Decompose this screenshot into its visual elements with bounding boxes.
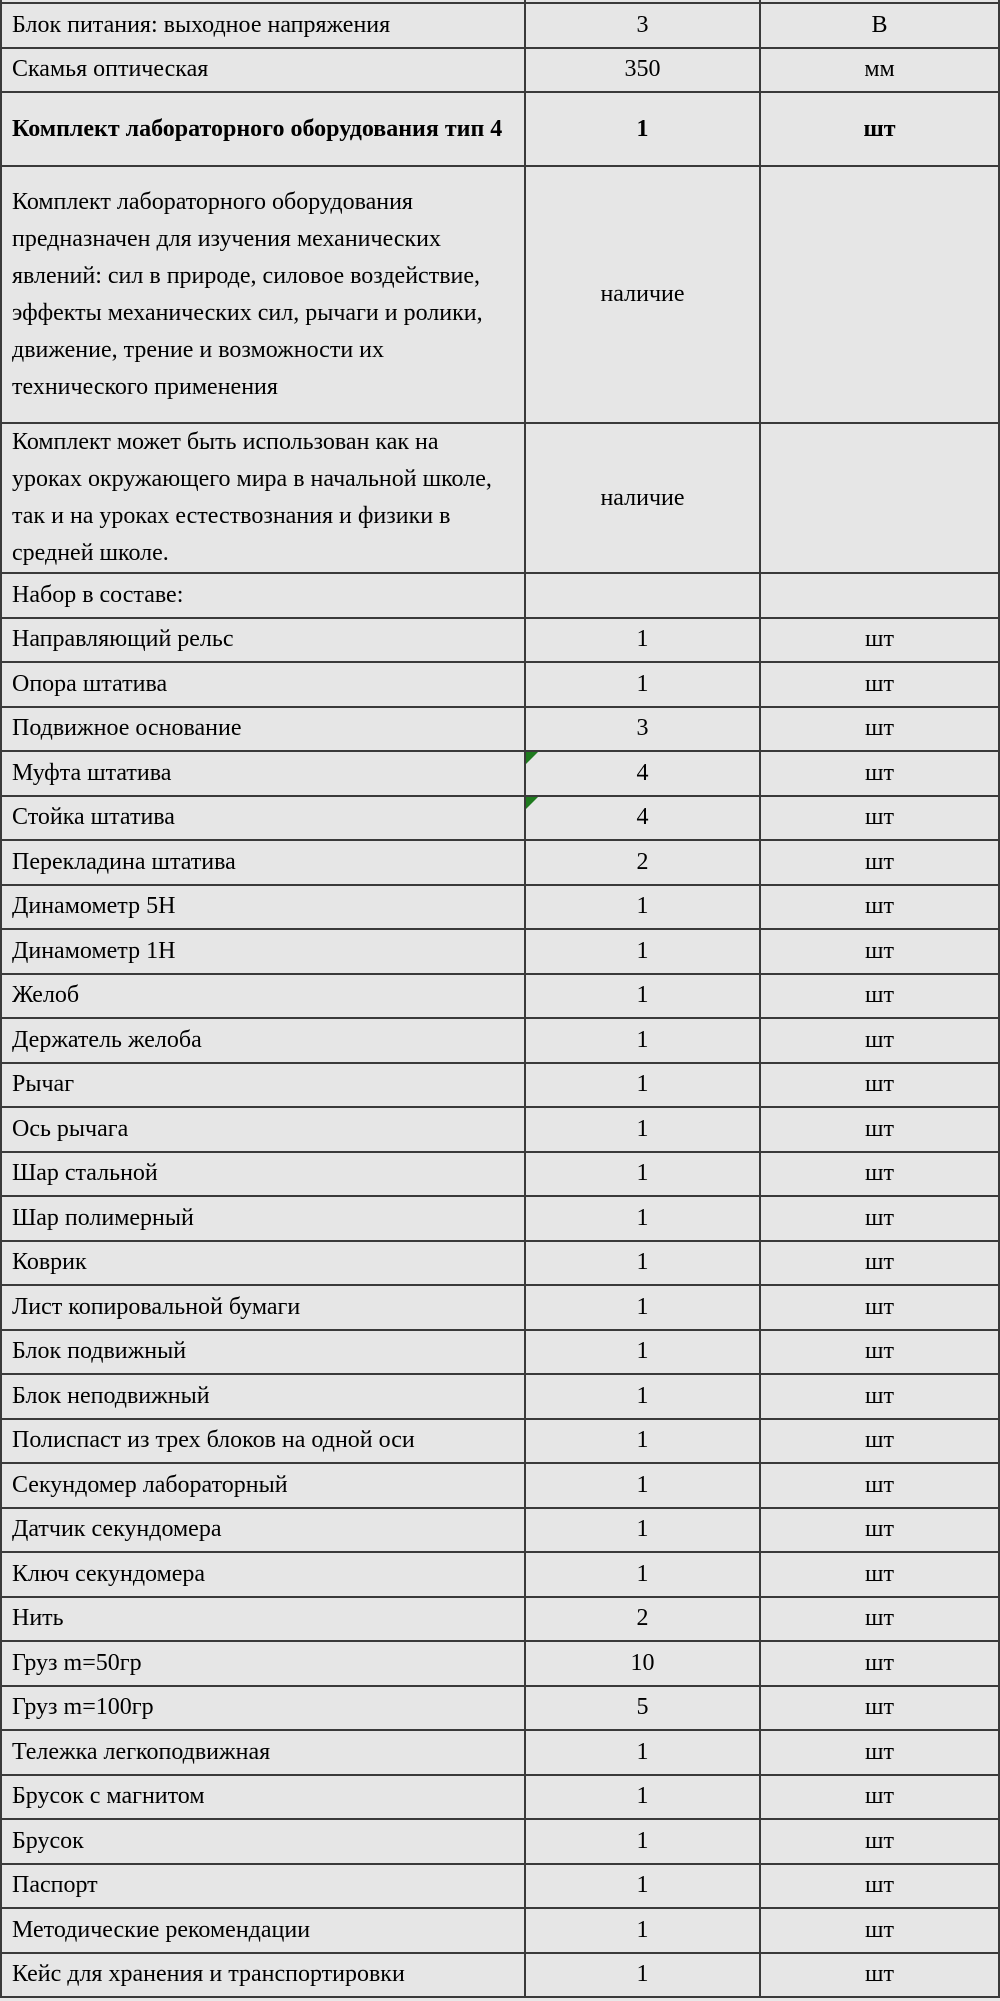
cell-value[interactable] [525,1775,760,1820]
cell-value[interactable] [525,1597,760,1642]
cell-value-text: 1 [636,1471,649,1498]
table-row [1,1018,999,1063]
cell-value-text: 1 [636,1961,649,1988]
table-row [1,1908,999,1953]
cell-unit[interactable]: шт [760,885,999,930]
cell-name[interactable]: Рычаг [1,1063,525,1108]
cell-name[interactable]: Блок неподвижный [1,1374,525,1419]
cell-unit[interactable] [760,573,999,618]
table-row [1,1775,999,1820]
cell-name[interactable]: Брусок с магнитом [1,1775,525,1820]
cell-name[interactable]: Груз m=50гр [1,1641,525,1686]
cell-value-text: 1 [636,1916,649,1943]
cell-name[interactable]: Держатель желоба [1,1018,525,1063]
table-row [1,618,999,663]
cell-unit[interactable]: шт [760,1152,999,1197]
cell-name[interactable]: Блок подвижный [1,1330,525,1375]
cell-name[interactable]: Груз m=100гр [1,1686,525,1731]
cell-name[interactable]: Ось рычага [1,1107,525,1152]
cell-value-text: 4 [636,804,649,831]
cell-value-text: 1 [636,1338,649,1365]
table-row [1,3,999,48]
cell-unit[interactable]: шт [760,1241,999,1286]
cell-unit[interactable]: шт [760,751,999,796]
table-row [1,48,999,93]
table-row [1,1107,999,1152]
description-cell[interactable]: Комплект может быть использован как на уроках окружающего мира в начальной школе, так и на уроках естествознания и физики в средней школе. [1,423,525,573]
cell-unit[interactable]: шт [760,707,999,752]
cell-value-text: 1 [636,893,649,920]
cell-name[interactable]: Набор в составе: [1,573,525,618]
table-row [1,1419,999,1464]
description-cell[interactable]: Комплект лабораторного оборудования предназначен для изучения механических явлений: сил в природе, силовое воздействие, эффекты механических сил, рычаги и ролики, движение, трение и возможности их технического применения [1,166,525,423]
cell-value[interactable]: 3 [525,3,760,48]
cell-unit[interactable]: шт [760,1819,999,1864]
cell-unit[interactable]: шт [760,1374,999,1419]
kit-header-row [1,92,999,166]
cell-value-text: 1 [636,670,649,697]
comment-indicator-icon[interactable] [526,797,538,809]
cell-value[interactable] [525,1552,760,1597]
cell-value[interactable] [525,1152,760,1197]
cell-value[interactable] [525,707,760,752]
cell-unit[interactable]: шт [760,974,999,1019]
cell-name[interactable]: Шар полимерный [1,1196,525,1241]
table-row [1,1597,999,1642]
cell-value[interactable] [525,885,760,930]
cell-name[interactable]: Брусок [1,1819,525,1864]
cell-value-text: 10 [630,1649,655,1676]
cell-value-text: 3 [636,715,649,742]
cell-name[interactable]: Лист копировальной бумаги [1,1285,525,1330]
cell-unit[interactable]: мм [760,48,999,93]
cell-value-text: 1 [636,1738,649,1765]
cell-value[interactable] [525,840,760,885]
cell-unit[interactable]: шт [760,796,999,841]
table-row [1,974,999,1019]
cell-value-text: 4 [636,759,649,786]
cell-value[interactable] [525,1819,760,1864]
cell-unit[interactable]: шт [760,1864,999,1909]
cell-value[interactable] [525,1241,760,1286]
kit-title-cell[interactable]: Комплект лабораторного оборудования тип 4 [1,92,525,166]
cell-unit[interactable]: шт [760,929,999,974]
cell-name[interactable]: Кейс для хранения и транспортировки [1,1953,525,1998]
table-row [1,1285,999,1330]
table-row [1,1552,999,1597]
cell-value-text: 1 [636,626,649,653]
cell-unit[interactable]: шт [760,1686,999,1731]
cell-name[interactable]: Ключ секундомера [1,1552,525,1597]
cell-name[interactable]: Муфта штатива [1,751,525,796]
cell-value-text: 1 [636,1872,649,1899]
cell-name[interactable]: Опора штатива [1,662,525,707]
cell-value-text: 1 [636,1115,649,1142]
cell-value[interactable] [525,1419,760,1464]
cell-value[interactable] [525,1953,760,1998]
cell-value[interactable] [525,662,760,707]
cell-value-text: 1 [636,1827,649,1854]
cell-value-text: 1 [636,1783,649,1810]
cell-value-text: 1 [636,1249,649,1276]
comment-indicator-icon[interactable] [526,752,538,764]
description-row [1,423,999,573]
table-row [1,707,999,752]
table-row [1,1686,999,1731]
cell-name[interactable]: Нить [1,1597,525,1642]
cell-value-text: 2 [636,848,649,875]
table-row [1,662,999,707]
table-row [1,1374,999,1419]
cell-value[interactable] [525,796,760,841]
cell-name[interactable]: Желоб [1,974,525,1019]
table-row [1,885,999,930]
cell-value[interactable] [525,1330,760,1375]
cell-unit[interactable]: шт [760,1196,999,1241]
cell-unit[interactable]: шт [760,1908,999,1953]
cell-unit[interactable] [760,166,999,423]
cell-value[interactable] [525,1063,760,1108]
cell-unit[interactable] [760,423,999,573]
cell-value-text: 1 [636,1026,649,1053]
cell-name[interactable]: Динамометр 5Н [1,885,525,930]
cell-unit[interactable]: шт [760,1552,999,1597]
cell-unit[interactable]: шт [760,618,999,663]
cell-value[interactable] [525,1864,760,1909]
cell-value-text: 1 [636,1071,649,1098]
table-row [1,751,999,796]
table-row [1,1641,999,1686]
cell-value-text: 2 [636,1605,649,1632]
cell-value-text: 1 [636,1204,649,1231]
cell-value[interactable] [525,929,760,974]
cell-value[interactable] [525,1641,760,1686]
cell-unit[interactable]: шт [760,1641,999,1686]
table-row [1,1508,999,1553]
cell-unit[interactable]: шт [760,1419,999,1464]
cell-name[interactable]: Методические рекомендации [1,1908,525,1953]
cell-name[interactable]: Шар стальной [1,1152,525,1197]
cell-unit[interactable]: шт [760,1730,999,1775]
table-row [1,1152,999,1197]
cell-value-text: 1 [636,1516,649,1543]
cell-value-text: 1 [636,1382,649,1409]
cell-value[interactable] [525,1463,760,1508]
cell-value[interactable]: наличие [525,423,760,573]
cell-value[interactable] [525,751,760,796]
cell-value-text: 1 [636,982,649,1009]
cell-value[interactable] [525,1196,760,1241]
cell-unit[interactable]: шт [760,662,999,707]
cell-value[interactable] [525,618,760,663]
table-row [1,1196,999,1241]
cell-name[interactable]: Подвижное основание [1,707,525,752]
cell-value[interactable]: наличие [525,166,760,423]
cell-name[interactable]: Динамометр 1Н [1,929,525,974]
cell-name[interactable]: Датчик секундомера [1,1508,525,1553]
cell-value[interactable] [525,1107,760,1152]
cell-unit[interactable]: шт [760,92,999,166]
cell-value[interactable] [525,1374,760,1419]
cell-unit[interactable]: шт [760,1018,999,1063]
cell-value-text: 1 [636,1293,649,1320]
cell-unit[interactable]: шт [760,1463,999,1508]
table-row [1,1330,999,1375]
cell-value[interactable] [525,974,760,1019]
cell-value[interactable] [525,1508,760,1553]
cell-unit[interactable]: шт [760,1775,999,1820]
cell-value-text: 1 [636,1160,649,1187]
cell-name[interactable]: Тележка легкоподвижная [1,1730,525,1775]
cell-value-text: 5 [636,1694,649,1721]
description-row [1,166,999,423]
cell-name[interactable]: Направляющий рельс [1,618,525,663]
cell-value-text: 1 [636,1427,649,1454]
cell-name[interactable]: Коврик [1,1241,525,1286]
cell-name[interactable]: Скамья оптическая [1,48,525,93]
cell-name[interactable]: Стойка штатива [1,796,525,841]
table-row [1,929,999,974]
table-row [1,1864,999,1909]
cell-unit[interactable]: шт [760,1508,999,1553]
cell-value[interactable] [525,1730,760,1775]
table-row [1,840,999,885]
cell-unit[interactable]: шт [760,1063,999,1108]
cell-name[interactable]: Перекладина штатива [1,840,525,885]
specification-table-body [1,0,999,1997]
cell-unit[interactable]: шт [760,1285,999,1330]
table-row [1,1463,999,1508]
cell-value[interactable] [525,1285,760,1330]
cell-value-text: 1 [636,1560,649,1587]
set-label-row [1,573,999,618]
cell-value[interactable] [525,1018,760,1063]
cell-value[interactable] [525,573,760,618]
table-row [1,1730,999,1775]
cell-name[interactable]: Блок питания: выходное напряжения [1,3,525,48]
cell-unit[interactable]: шт [760,1107,999,1152]
cell-unit[interactable]: шт [760,1597,999,1642]
cell-name[interactable]: Секундомер лабораторный [1,1463,525,1508]
table-row [1,1063,999,1108]
cell-value[interactable] [525,1908,760,1953]
cell-unit[interactable]: В [760,3,999,48]
table-row [1,1241,999,1286]
cell-unit[interactable]: шт [760,840,999,885]
cell-value[interactable]: 350 [525,48,760,93]
cell-value[interactable] [525,1686,760,1731]
cell-unit[interactable]: шт [760,1953,999,1998]
cell-unit[interactable]: шт [760,1330,999,1375]
cell-name[interactable]: Полиспаст из трех блоков на одной оси [1,1419,525,1464]
table-row [1,1819,999,1864]
table-row [1,796,999,841]
cell-value-text: 1 [636,937,649,964]
table-row [1,1953,999,1998]
cell-value[interactable]: 1 [525,92,760,166]
cell-name[interactable]: Паспорт [1,1864,525,1909]
